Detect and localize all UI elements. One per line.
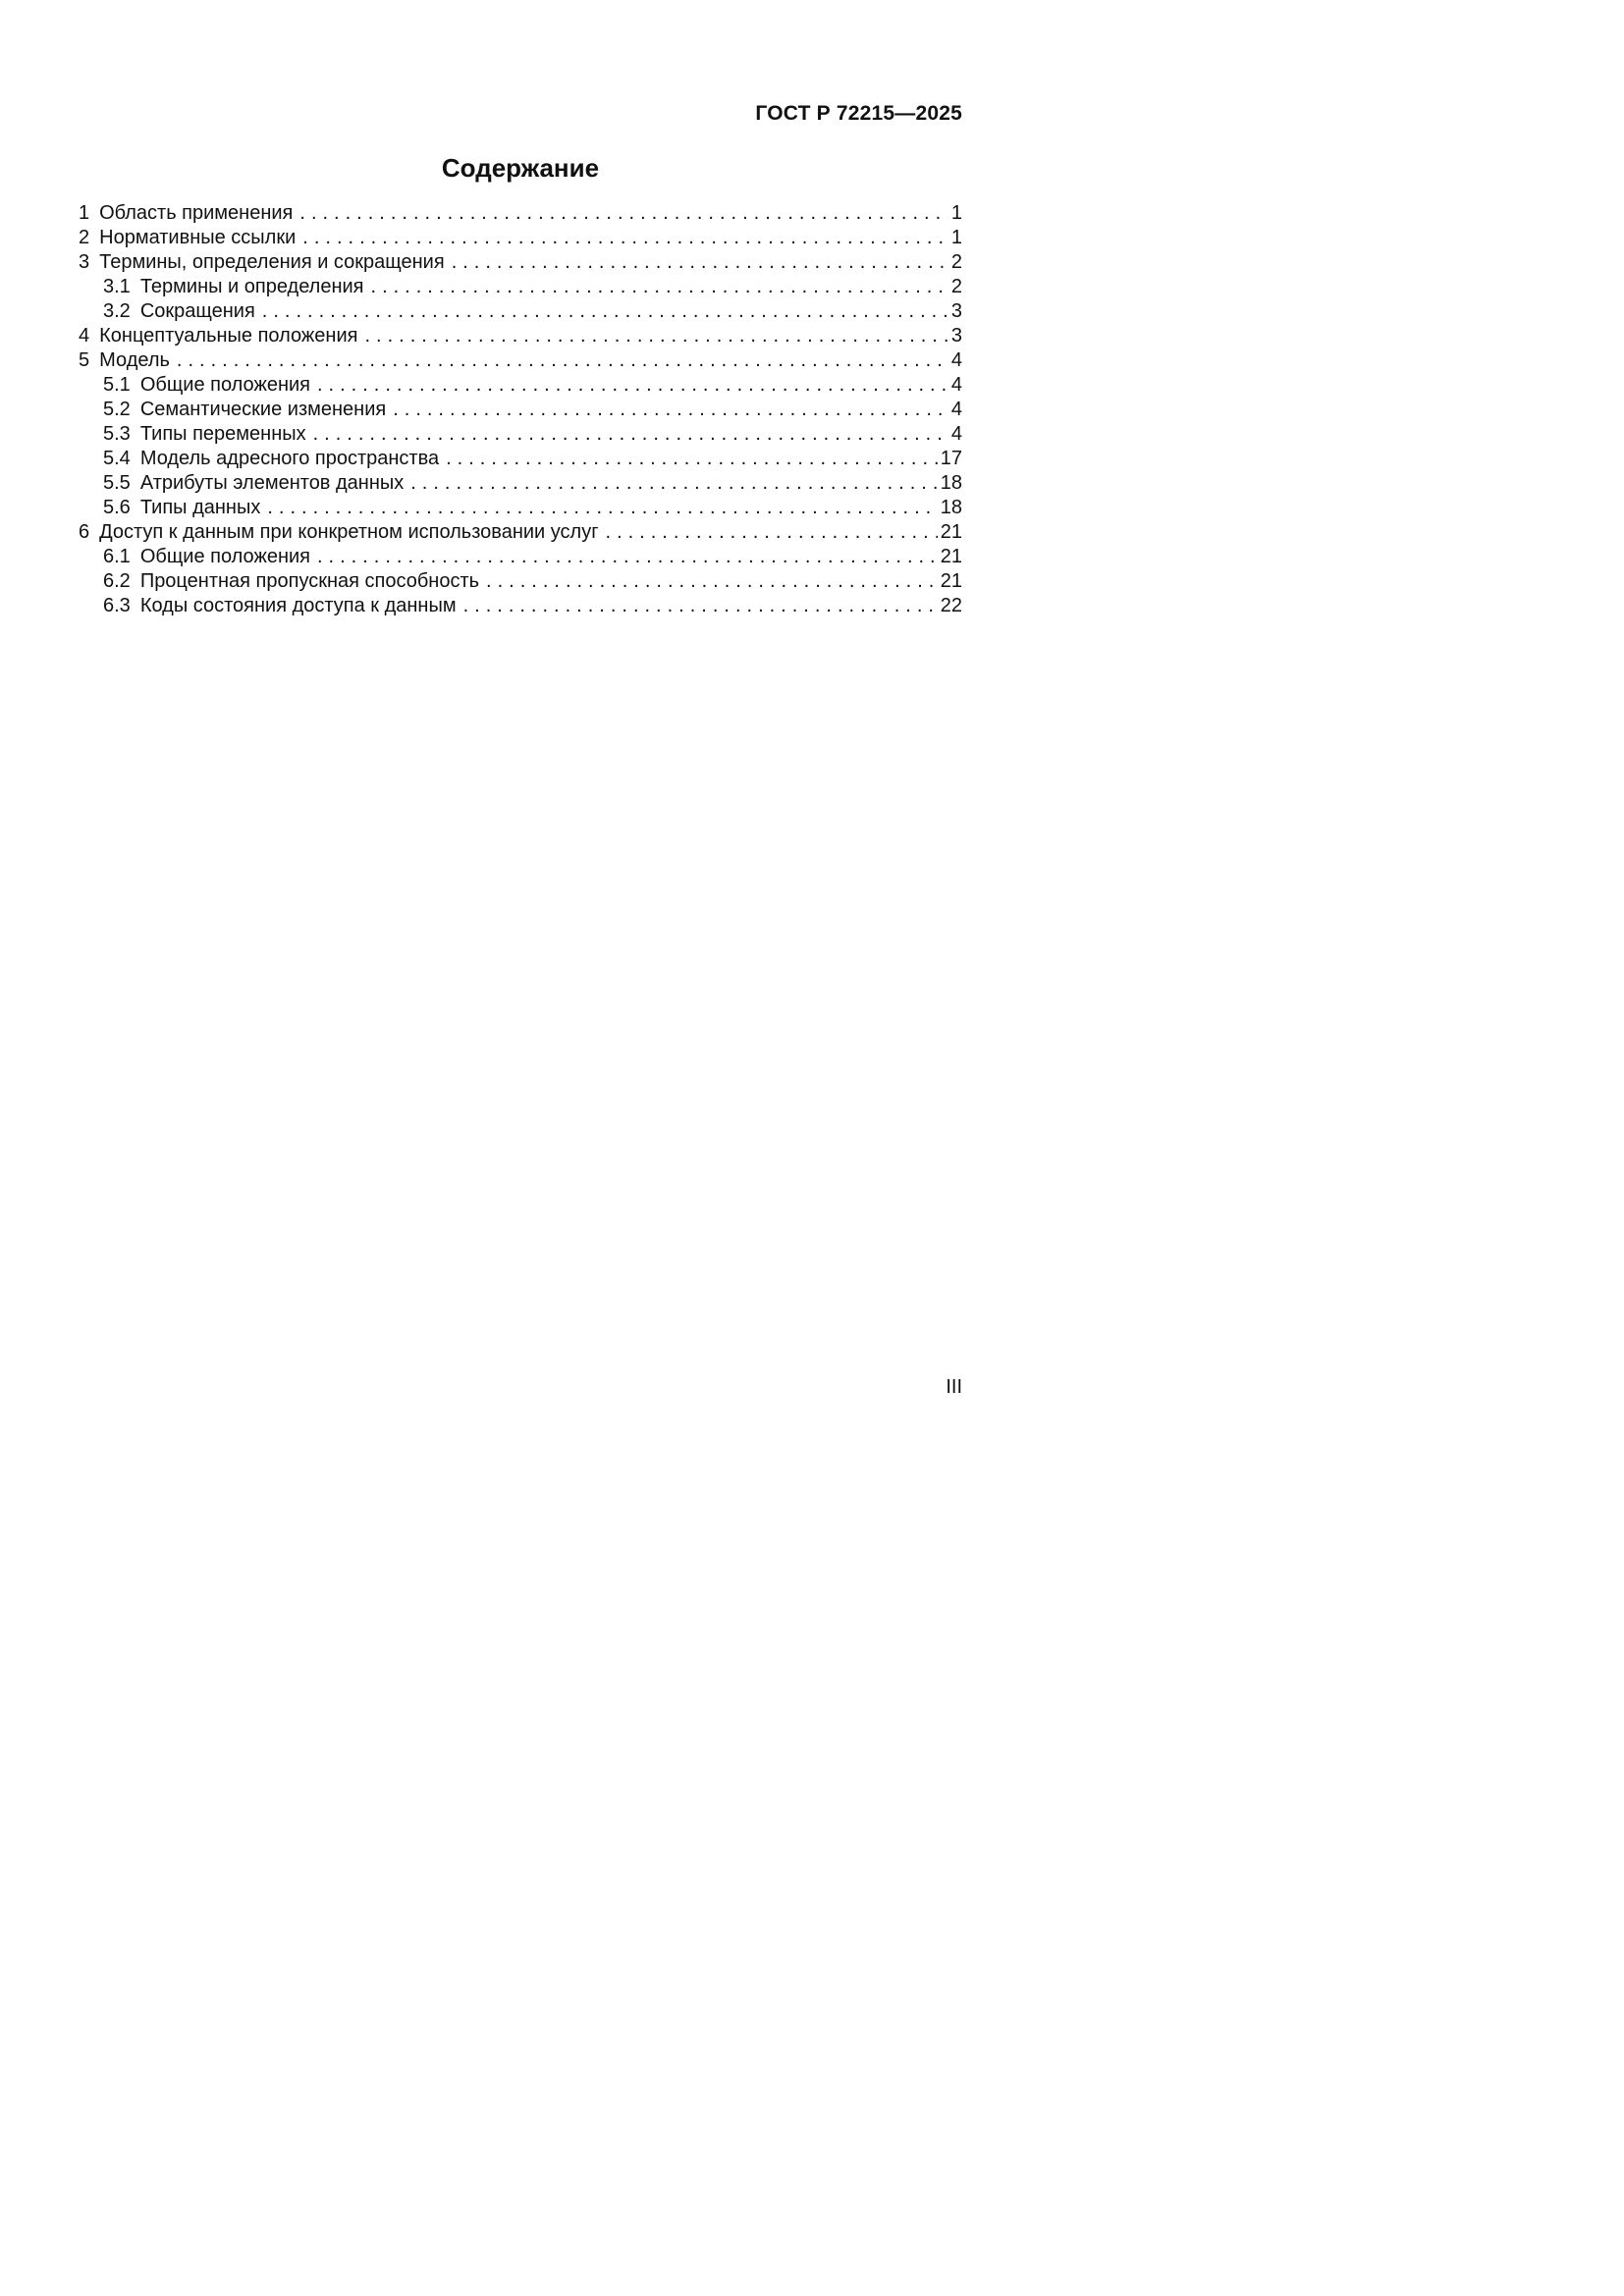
- toc-entry-page: 21: [940, 521, 962, 543]
- toc-entry: [79, 299, 962, 324]
- toc-entry: [79, 447, 962, 471]
- toc-entry: [79, 226, 962, 250]
- toc-entry-label: Модель адресного пространства: [139, 448, 440, 469]
- toc-entry-label: Термины, определения и сокращения: [99, 251, 445, 273]
- toc-dot-leader: [452, 250, 948, 275]
- toc-entry-number: 2: [79, 227, 90, 248]
- toc-entry-label: Коды состояния доступа к данным: [139, 595, 457, 616]
- toc-dot-leader: [486, 569, 938, 594]
- toc-entry-page: 21: [940, 570, 962, 592]
- toc-entry: [79, 496, 962, 520]
- toc-entry: [79, 324, 962, 348]
- toc-entry: [79, 373, 962, 398]
- toc-entry-number: 3.2: [103, 300, 131, 322]
- toc-entry-label: Концептуальные положения: [99, 325, 358, 347]
- toc-entry: [79, 250, 962, 275]
- toc-entry-number: 5.5: [103, 472, 131, 494]
- page-title: Содержание: [441, 153, 600, 183]
- toc-entry-page: 4: [950, 374, 962, 396]
- toc-dot-leader: [317, 545, 938, 569]
- toc-entry-page: 17: [940, 448, 962, 469]
- toc-dot-leader: [446, 447, 938, 471]
- toc-entry-number: 6: [79, 521, 90, 543]
- toc-dot-leader: [313, 422, 948, 447]
- toc-entry-page: 3: [950, 300, 962, 322]
- toc-entry-page: 1: [950, 202, 962, 224]
- toc-entry-number: 3: [79, 251, 90, 273]
- toc-entry-page: 4: [950, 349, 962, 371]
- toc-entry: [79, 569, 962, 594]
- toc-dot-leader: [606, 520, 938, 545]
- toc-dot-leader: [463, 594, 938, 618]
- toc-entry-page: 1: [950, 227, 962, 248]
- toc-entry-label: Общие положения: [139, 546, 310, 567]
- toc-entry-page: 4: [950, 399, 962, 420]
- toc-entry-page: 2: [950, 251, 962, 273]
- toc-dot-leader: [410, 471, 938, 496]
- page-content: [79, 0, 962, 618]
- toc-entry: [79, 471, 962, 496]
- toc-dot-leader: [371, 275, 948, 299]
- toc-entry-label: Область применения: [99, 202, 294, 224]
- toc-entry-number: 5.2: [103, 399, 131, 420]
- toc-entry-label: Общие положения: [139, 374, 310, 396]
- toc-entry-number: 5.4: [103, 448, 131, 469]
- toc-entry: [79, 275, 962, 299]
- toc-entry: [79, 520, 962, 545]
- document-code: ГОСТ Р 72215—2025: [755, 102, 962, 125]
- toc-entry: [79, 422, 962, 447]
- toc-entry-number: 6.1: [103, 546, 131, 567]
- toc-entry-label: Атрибуты элементов данных: [139, 472, 405, 494]
- toc-entry-label: Типы данных: [139, 497, 261, 518]
- toc-dot-leader: [299, 201, 947, 226]
- toc-entry-number: 1: [79, 202, 90, 224]
- toc-entry-number: 6.3: [103, 595, 131, 616]
- toc-entry-label: Сокращения: [139, 300, 255, 322]
- toc-dot-leader: [267, 496, 937, 520]
- toc-dot-leader: [317, 373, 948, 398]
- toc-entry-number: 5.3: [103, 423, 131, 445]
- toc-list: [79, 201, 962, 618]
- toc-entry-label: Семантические изменения: [139, 399, 387, 420]
- toc-entry-number: 5.6: [103, 497, 131, 518]
- toc-dot-leader: [393, 398, 948, 422]
- toc-entry-label: Модель: [99, 349, 170, 371]
- toc-dot-leader: [262, 299, 948, 324]
- toc-entry: [79, 348, 962, 373]
- toc-entry: [79, 594, 962, 618]
- toc-entry-page: 22: [940, 595, 962, 616]
- toc-entry-page: 18: [940, 472, 962, 494]
- toc-entry: [79, 201, 962, 226]
- toc-entry-label: Типы переменных: [139, 423, 306, 445]
- toc-entry-label: Термины и определения: [139, 276, 364, 297]
- toc-entry: [79, 398, 962, 422]
- toc-entry-number: 5.1: [103, 374, 131, 396]
- toc-entry-page: 4: [950, 423, 962, 445]
- toc-entry-page: 3: [950, 325, 962, 347]
- toc-entry-page: 2: [950, 276, 962, 297]
- toc-dot-leader: [302, 226, 948, 250]
- toc-entry-number: 3.1: [103, 276, 131, 297]
- toc-entry-number: 6.2: [103, 570, 131, 592]
- toc-entry-label: Нормативные ссылки: [99, 227, 297, 248]
- toc-entry-page: 18: [940, 497, 962, 518]
- folio-page-number: III: [946, 1376, 962, 1398]
- toc-dot-leader: [364, 324, 947, 348]
- toc-dot-leader: [177, 348, 948, 373]
- toc-entry: [79, 545, 962, 569]
- toc-entry-label: Процентная пропускная способность: [139, 570, 480, 592]
- toc-entry-number: 5: [79, 349, 90, 371]
- toc-entry-number: 4: [79, 325, 90, 347]
- toc-entry-page: 21: [940, 546, 962, 567]
- toc-entry-label: Доступ к данным при конкретном использовании услуг: [99, 521, 599, 543]
